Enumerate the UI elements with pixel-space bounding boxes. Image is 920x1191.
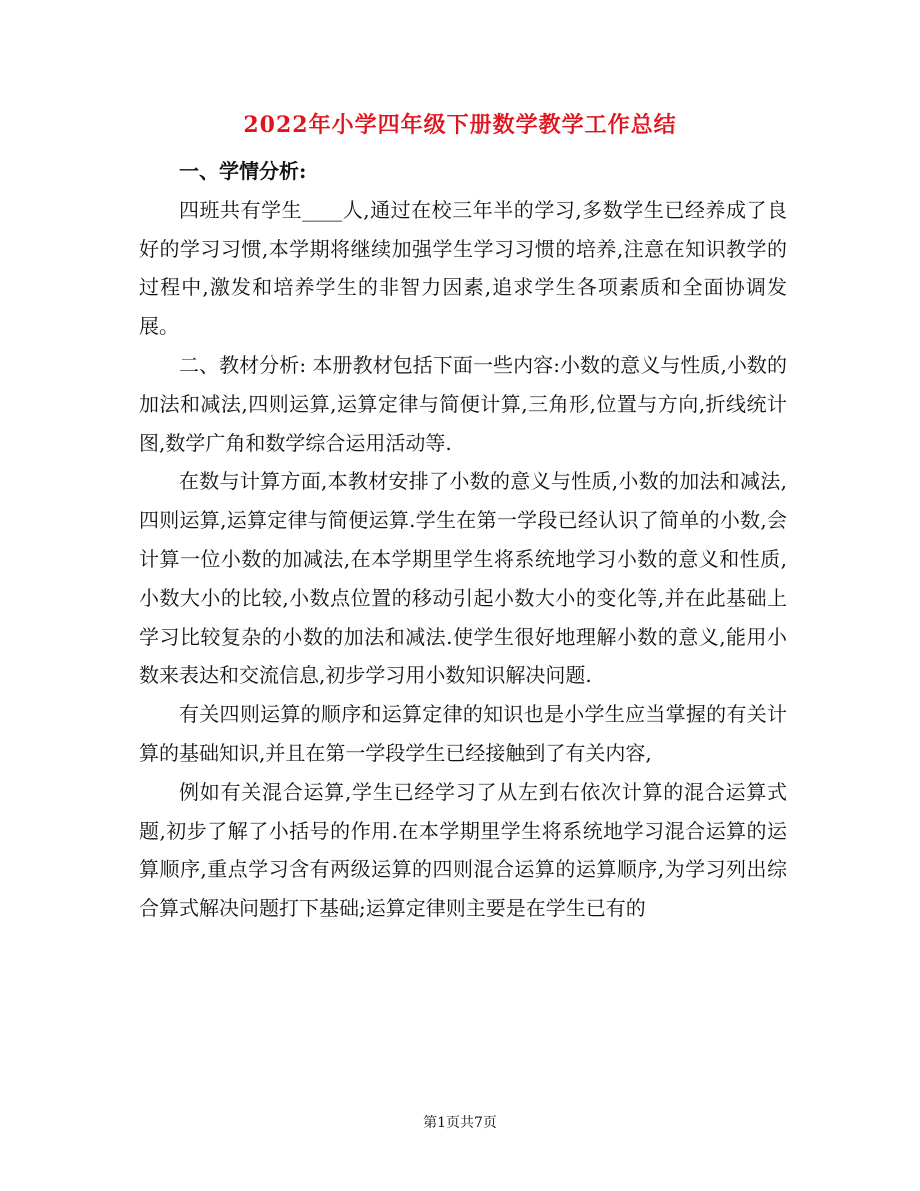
section-heading-student-analysis: 一、学情分析: [179, 159, 307, 183]
paragraph-mixed-operations: 例如有关混合运算,学生已经学习了从左到右依次计算的混合运算式题,初步了解了小括号的作用.在本学期里学生将系统地学习混合运算的运算顺序,重点学习含有两级运算的四则混合运算的运算顺序,为学习列出综合算式解决问题打下基础;运算定律则主要是在学生已有的 [139, 779, 787, 921]
page-number-footer: 第1页共7页 [423, 1115, 497, 1131]
document-title: 2022年小学四年级下册数学教学工作总结 [243, 112, 677, 138]
paragraph-arithmetic-order: 有关四则运算的顺序和运算定律的知识也是小学生应当掌握的有关计算的基础知识,并且在第一学段学生已经接触到了有关内容, [139, 702, 787, 765]
paragraph-textbook-analysis: 二、教材分析: 本册教材包括下面一些内容:小数的意义与性质,小数的加法和减法,四则运算,运算定律与简便计算,三角形,位置与方向,折线统计图,数学广角和数学综合运用活动等. [139, 352, 787, 455]
paragraph-number-calculation: 在数与计算方面,本教材安排了小数的意义与性质,小数的加法和减法,四则运算,运算定律与简便运算.学生在第一学段已经认识了简单的小数,会计算一位小数的加减法,在本学期里学生将系统地学习小数的意义和性质,小数大小的比较,小数点位置的移动引起小数大小的变化等,并在此基础上学习比较复杂的小数的加法和减法.使学生很好地理解小数的意义,能用小数来表达和交流信息,初步学习用小数知识解决问题. [139, 469, 787, 688]
paragraph-student-analysis: 四班共有学生____人,通过在校三年半的学习,多数学生已经养成了良好的学习习惯,本学期将继续加强学生学习习惯的培养,注意在知识教学的过程中,激发和培养学生的非智力因素,追求学生各项素质和全面协调发展。 [139, 197, 787, 339]
document-body [139, 152, 787, 928]
